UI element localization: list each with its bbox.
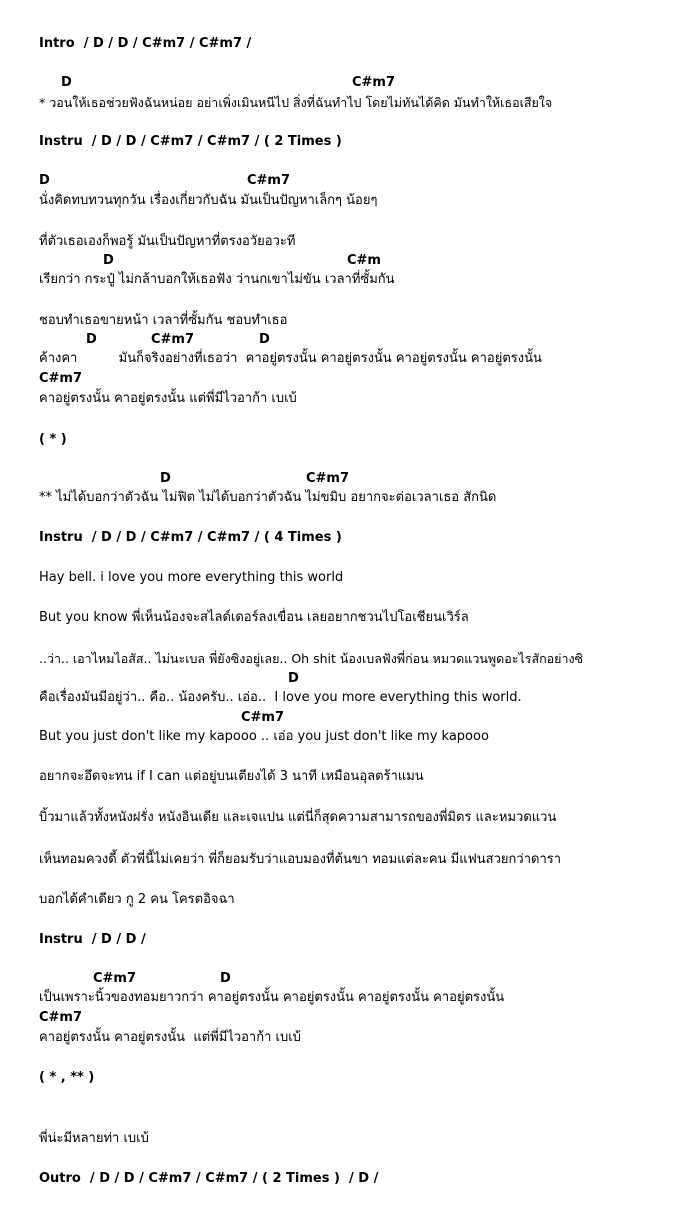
lyric-line: เรียกว่า กระปู๋ ไม่กล้าบอกให้เธอฟัง ว่านกเขาไม่ขัน เวลาที่ซั้มกัน — [39, 272, 395, 287]
lyric-line: ค้างคา มันก็จริงอย่างที่เธอว่า คาอยู่ตรงนั้น คาอยู่ตรงนั้น คาอยู่ตรงนั้น คาอยู่ตรงนั้น — [39, 351, 542, 366]
lyric-line: But you just don't like my kapooo .. เอ่อ you just don't like my kapooo — [39, 729, 489, 744]
lyric-line: เป็นเพราะนิ้วของทอมยาวกว่า คาอยู่ตรงนั้น คาอยู่ตรงนั้น คาอยู่ตรงนั้น คาอยู่ตรงนั้น — [39, 990, 505, 1005]
instru-line: Instru / D / D / — [39, 932, 146, 947]
lyric-line: * วอนให้เธอช่วยฟังฉันหน่อย อย่าเพิ่งเมินหนีไป สิ่งที่ฉันทำไป โดยไม่ทันได้คิด มันทำให้เธอเสียใจ — [39, 95, 553, 110]
lyric-line: ชอบทำเธอขายหน้า เวลาที่ซั้มกัน ชอบทำเธอ — [39, 313, 288, 328]
chord-cm7: C#m7 — [39, 1010, 83, 1025]
instru-line: Instru / D / D / C#m7 / C#m7 / ( 2 Times ) — [39, 134, 342, 149]
lyric-line: Hay bell. i love you more everything this world — [39, 570, 344, 585]
chord-d: D — [220, 971, 231, 986]
chord-d: D — [160, 471, 171, 486]
chord-cm7: C#m7 — [247, 173, 291, 188]
lyric-line: เห็นทอมควงดี้ ตัวพี่นี้ไม่เคยว่า พี่ก็ยอมรับว่าแอบมองที่ต้นขา ทอมแต่ละคน มีแฟนสวยกว่าดารา — [39, 852, 562, 867]
chord-d: D — [39, 173, 50, 188]
intro-line: Intro / D / D / C#m7 / C#m7 / — [39, 36, 252, 51]
chord-cm7: C#m7 — [241, 710, 285, 725]
chord-cm7: C#m7 — [93, 971, 137, 986]
chord-d: D — [61, 75, 72, 90]
lyric-line: ที่ตัวเธอเองก็พอรู้ มันเป็นปัญหาที่ตรงอวัยอวะที — [39, 234, 296, 249]
lyric-line: บอกได้คำเดียว กู 2 คน โครตอิจฉา — [39, 892, 235, 907]
lyric-line: นั่งคิดทบทวนทุกวัน เรื่องเกี่ยวกับฉัน มันเป็นปัญหาเล็กๆ น้อยๆ — [39, 193, 378, 208]
instru-line: Instru / D / D / C#m7 / C#m7 / ( 4 Times ) — [39, 530, 342, 545]
lyric-line: อยากจะอึดจะทน if I can แต่อยู่บนเตียงได้ 3 นาที เหมือนอุลตร้าแมน — [39, 769, 424, 784]
chord-d: D — [86, 332, 97, 347]
chord-d: D — [103, 253, 114, 268]
lyric-line: คาอยู่ตรงนั้น คาอยู่ตรงนั้น แต่พี่มีไวอาก้า เบเบ้ — [39, 391, 297, 406]
lyric-line: พี่น่ะมีหลายท่า เบเบ้ — [39, 1131, 149, 1146]
chord-cm7: C#m7 — [306, 471, 350, 486]
lyric-line: ..ว่า.. เอาไหมไอสัส.. ไม่นะเบล พี่ยังซิงอยู่เลย.. Oh shit น้องเบลฟังพี่ก่อน หมวดแวนพูดอะไรสักอย่างซิ — [39, 651, 584, 666]
lyric-line: คาอยู่ตรงนั้น คาอยู่ตรงนั้น แต่พี่มีไวอาก้า เบเบ้ — [39, 1030, 301, 1045]
outro-line: Outro / D / D / C#m7 / C#m7 / ( 2 Times ) / D / — [39, 1171, 379, 1186]
chord-d: D — [288, 671, 299, 686]
lyric-line: ** ไม่ได้บอกว่าตัวฉัน ไม่ฟิต ไม่ได้บอกว่าตัวฉัน ไม่ขมิบ อยากจะต่อเวลาเธอ สักนิด — [39, 490, 497, 505]
refrain-marker: ( * , ** ) — [39, 1070, 95, 1085]
lyric-line: บิ้วมาแล้วทั้งหนังฝรั่ง หนังอินเดีย และเจแปน แต่นี่ก็สุดความสามารถของพี่มิตร และหมวดแวน — [39, 810, 557, 825]
chord-cm7: C#m7 — [352, 75, 396, 90]
chord-d: D — [259, 332, 270, 347]
lyric-line: But you know พี่เห็นน้องจะสไลด์เดอร์ลงเขื่อน เลยอยากชวนไปโอเชียนเวิร์ล — [39, 610, 469, 625]
refrain-marker: ( * ) — [39, 432, 67, 447]
chord-cm: C#m — [347, 253, 381, 268]
lyric-line: คือเรื่องมันมีอยู่ว่า.. คือ.. น้องครับ.. เอ่อ.. I love you more everything this world. — [39, 690, 522, 705]
chord-cm7: C#m7 — [151, 332, 195, 347]
chord-cm7: C#m7 — [39, 371, 83, 386]
